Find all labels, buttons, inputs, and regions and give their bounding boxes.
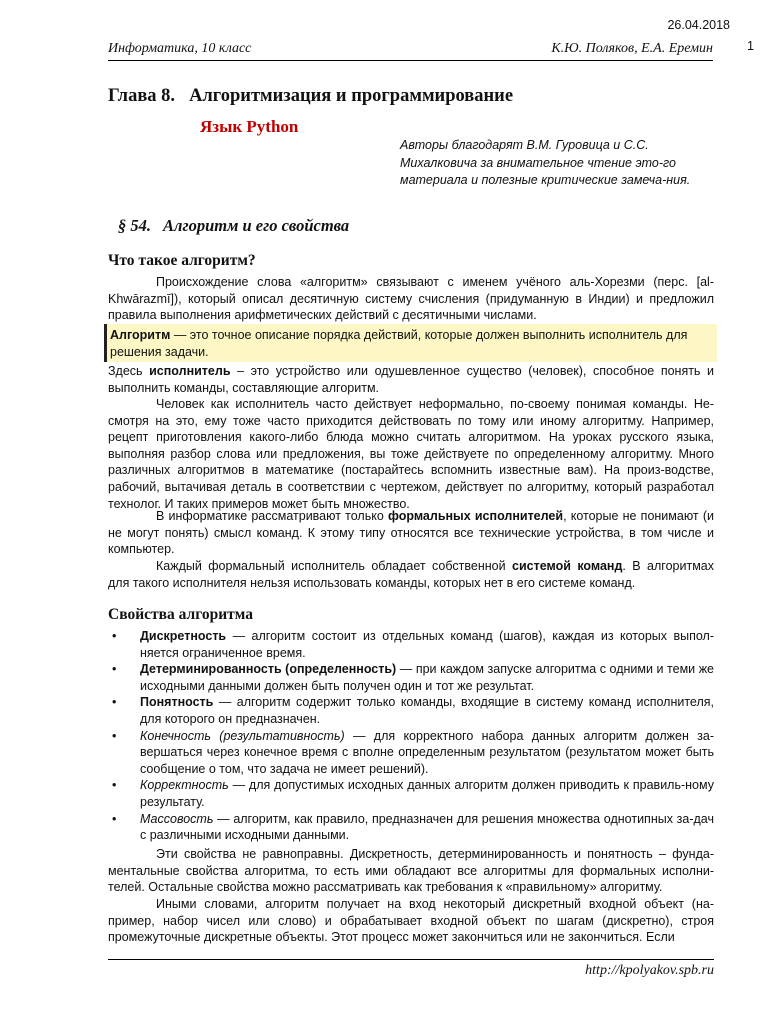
property-term: Дискретность [140,629,227,643]
list-item [108,661,714,694]
definition-text [110,327,710,360]
header-subject: Информатика, 10 класс [108,41,252,56]
paragraph-executor [108,363,714,396]
paragraph-executor-start: Здесь [108,364,150,378]
property-term: Корректность [140,778,229,793]
property-text: — при каждом запуске алгоритма с одними и теми же исходными данными должен быть получен один и тот же результат. [140,662,715,693]
list-item [108,728,714,778]
command-system-term: системой команд [512,559,623,573]
section-title: Алгоритм и его свойства [163,216,350,235]
definition-body: — это точное описание порядка действий, которые должен выполнить исполнитель для решения задачи. [110,328,688,359]
chapter-title: Алгоритмизация и программирование [189,86,514,106]
paragraph-formal-executors [108,508,714,558]
list-item [108,628,714,661]
paragraph-command-start: Каждый формальный исполнитель обладает собственной [156,559,512,573]
paragraph-command-rest: . В алгоритмах для такого исполнителя нельзя использовать команды, которых нет в его системе команд. [108,559,714,590]
running-header [108,40,713,61]
subsection-what-is-algorithm: Что такое алгоритм? [108,252,256,269]
bullet-icon: • [112,778,117,793]
property-text: — алгоритм содержит только команды, входящие в систему команд исполнителя, для которого он предназначен. [140,695,714,726]
property-text: — для допустимых исходных данных алгоритм должен приводить к правиль-ному результату. [140,778,714,809]
chapter-heading [108,86,513,107]
acknowledgement-note: Авторы благодарят В.М. Гуровица и С.С. Михалковича за внимательное чтение это-го материала и полезные критические замеча-ния. [400,138,691,187]
footer-divider [108,959,714,960]
paragraph-executor-rest: – это устройство или одушевленное существо (человек), способное понять и выполнить команды, составляющие алгоритм. [108,364,714,395]
list-item [108,694,714,727]
property-term: Понятность [140,695,214,710]
list-item [108,777,714,810]
property-term: Детерминированность (определенность) [140,662,397,677]
list-item [108,811,714,844]
property-text: — алгоритм, как правило, предназначен для решения множества однотипных за-дач с различными исходными данными. [140,811,714,843]
bullet-icon: • [112,662,117,677]
paragraph-formal-rest: , которые не понимают (и не могут понять) смысл команд. К этому типу относятся все технические устройства, в том числе и компьютер. [108,509,714,557]
bullet-icon: • [112,728,117,743]
property-term: Массовость [140,811,214,826]
paragraph-properties-note: Эти свойства не равноправны. Дискретность, детерминированность и понятность – фунда-ментальные свойства алгоритма, то есть ими обладают все алгоритмы для формальных исполни-телей. Остальные свойства можно рассматривать как требования к «правильному» алгоритму. [108,847,714,895]
subsection-properties: Свойства алгоритма [108,606,253,623]
property-text: — для корректного набора данных алгоритм должен за-вершаться через конечное время с вполне определенным результатом (результатом может быть сообщение о том, что задача не имеет решений). [140,728,714,776]
property-term: Конечность (результативность) [140,728,345,743]
properties-list [108,628,714,844]
bullet-icon: • [112,695,117,710]
section-heading [118,216,349,236]
chapter-subtitle: Язык Python [200,117,299,136]
bullet-icon: • [112,811,117,826]
paragraph-origin: Происхождение слова «алгоритм» связывают с именем учёного аль-Хорезми (перс. [al-Khwārazmī]), который описал десятичную систему счисления (придуманную в Индии) и предложил правила выполнения арифметических действий с десятичными числами. [108,275,714,323]
document-date: 26.04.2018 [667,18,730,32]
definition-term: Алгоритм [110,328,171,342]
paragraph-formal-start: В информатике рассматривают только [156,509,388,523]
chapter-number: Глава 8. [108,86,176,106]
paragraph-command-system [108,558,714,591]
paragraph-input-object: Иными словами, алгоритм получает на вход некоторый дискретный входной объект (на-пример, набор чисел или слово) и обрабатывает входной объект по шагам (дискретно), строя промежуточные дискретные объекты. Этот процесс может закончиться или не закончиться. Если [108,897,714,945]
executor-term: исполнитель [149,364,231,378]
footer-url[interactable]: http://kpolyakov.spb.ru [585,963,714,978]
header-authors: К.Ю. Поляков, Е.А. Еремин [551,41,713,56]
paragraph-human-executor: Человек как исполнитель часто действует неформально, по-своему понимая команды. Не-смотря на это, ему тоже часто приходится действовать по тому или иному алгоритму. Например, рецепт приготовления какого-либо блюда можно считать алгоритмом. На уроках русского языка, выполняя разбор слова или предложения, вы тоже действуете по определенному алгоритму. Много различных алгоритмов в математике (постарайтесь вспомнить известные вам). На произ-водстве, рабочий, вытачивая деталь в соответствии с чертежом, действует по алгоритму, который разработал технолог. И таких примеров может быть множество. [108,397,714,511]
page-number: 1 [747,39,754,53]
section-number: § 54. [118,216,151,235]
formal-executors-term: формальных исполнителей [387,509,564,523]
bullet-icon: • [112,629,117,643]
property-text: — алгоритм состоит из отдельных команд (шагов), каждая из которых выпол-няется ограниченное время. [140,629,714,660]
